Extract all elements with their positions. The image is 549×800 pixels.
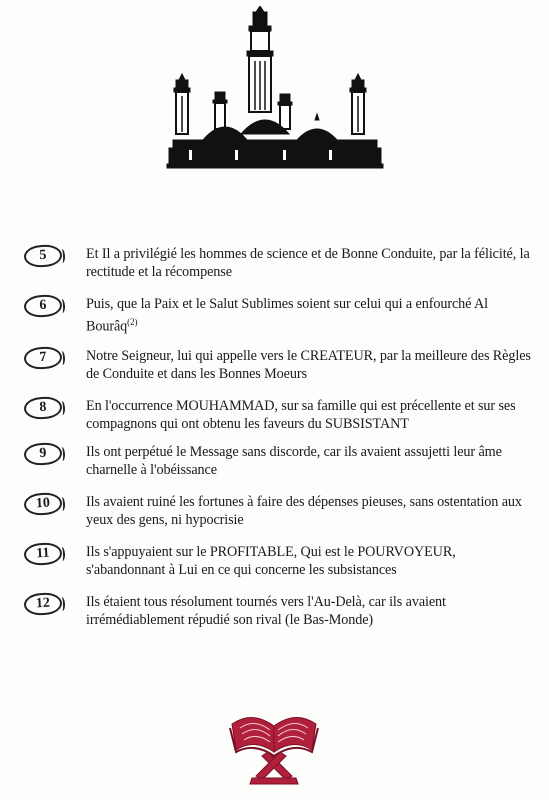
verse-text: Ils s'appuyaient sur le PROFITABLE, Qui est le POURVOYEUR, s'abandonnant à Lui en ce qui concerne les subsistances [86,544,456,578]
verse-number: 8 [23,396,62,420]
footnote-marker: (2) [127,317,138,327]
verse-number: 10 [23,492,62,516]
verse-text: Puis, que la Paix et le Salut Sublimes soient sur celui qui a enfourché Al Bourâq$^{(2)}$ [86,296,489,335]
verse-text: Ils étaient tous résolument tournés vers l'Au-Delà, car ils avaient irrémédiablement répudié son rival (le Bas-Monde) [86,594,446,628]
verse-number: 12 [23,592,62,616]
verse-number: 6 [23,294,62,318]
quran-book-icon [226,706,322,786]
verse-text: Ils ont perpétué le Message sans discorde, car ils avaient assujetti leur âme charnelle à l'obéissance [86,444,502,478]
verse-number: 9 [23,442,62,466]
verse-text: Et Il a privilégié les hommes de science et de Bonne Conduite, par la félicité, la rectitude et la récompense [86,246,530,280]
verse-number: 11 [23,542,62,566]
verse-number: 5 [23,244,62,268]
verse-text: Ils avaient ruiné les fortunes à faire des dépenses pieuses, sans ostentation aux yeux des gens, ni hypocrisie [86,494,522,528]
verse-number: 7 [23,346,62,370]
verse-text: En l'occurrence MOUHAMMAD, sur sa famille qui est précellente et sur ses compagnons qui ont obtenu les faveurs du SUBSISTANT [86,398,516,432]
verse-text: Notre Seigneur, lui qui appelle vers le CREATEUR, par la meilleure des Règles de Conduite et dans les Bonnes Moeurs [86,348,531,382]
